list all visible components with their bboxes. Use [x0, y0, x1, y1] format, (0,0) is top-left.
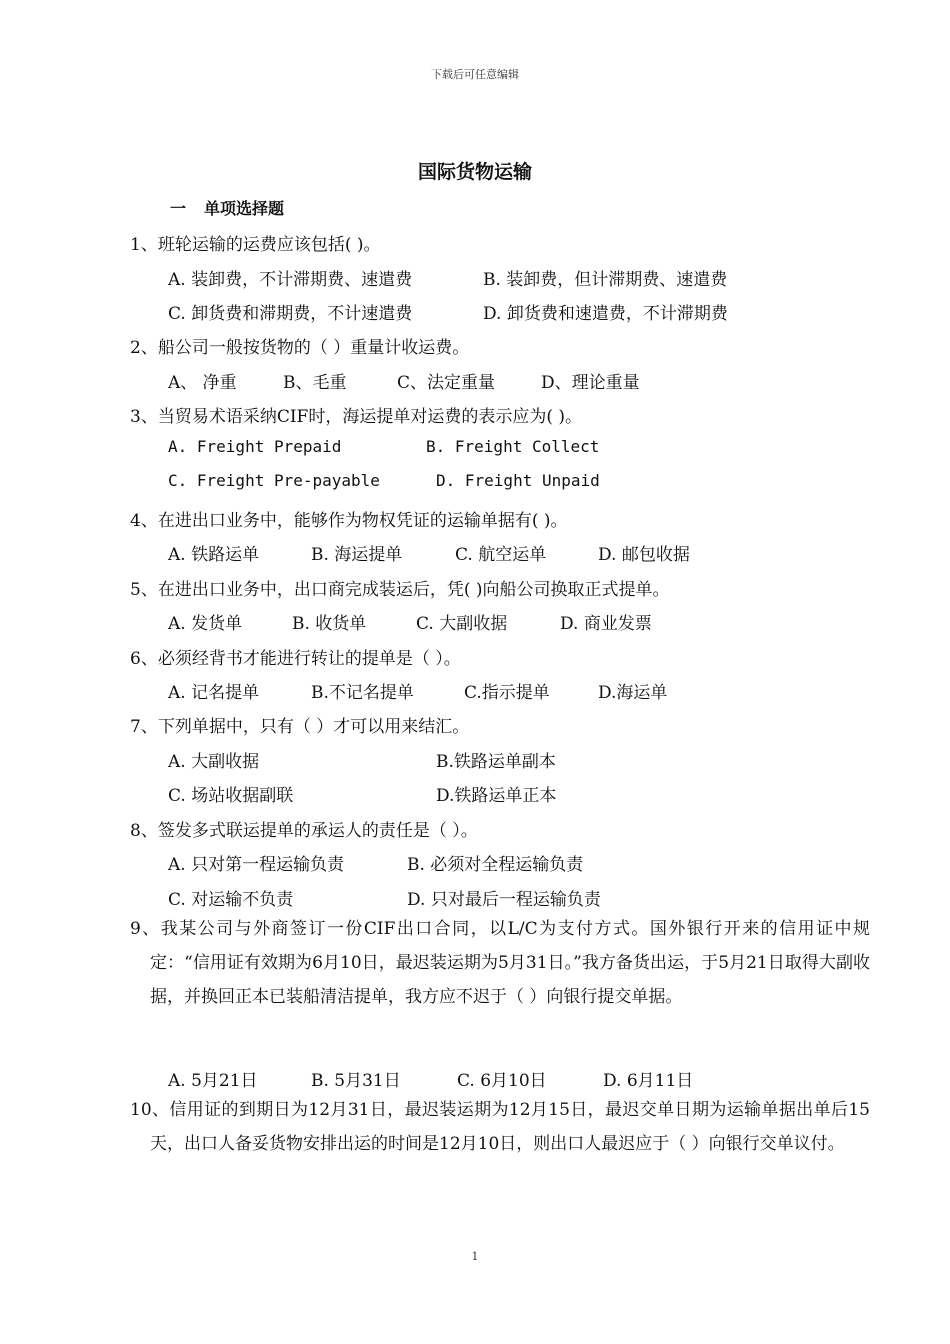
- question-6-option-c: C.指示提单: [464, 683, 550, 703]
- question-3-option-d: D. Freight Unpaid: [436, 471, 600, 490]
- question-9-stem: 9、我某公司与外商签订一份CIF出口合同，以L/C为支付方式。国外银行开来的信用证中规定：“信用证有效期为6月10日，最迟装运期为5月31日。”我方备货出运，于5月21日取得大副收据，并换回正本已装船清洁提单，我方应不迟于（ ）向银行提交单据。: [130, 919, 870, 1007]
- question-7-option-b: B.铁路运单副本: [436, 752, 556, 772]
- question-1-option-a: A. 装卸费，不计滞期费、速遣费: [168, 270, 413, 290]
- question-4-option-b: B. 海运提单: [311, 545, 403, 565]
- question-3-option-b: B. Freight Collect: [426, 437, 600, 456]
- question-6-option-b: B.不记名提单: [311, 683, 414, 703]
- question-3-option-c: C. Freight Pre-payable: [168, 471, 380, 490]
- section-label: 单项选择题: [204, 199, 285, 218]
- question-6-option-d: D.海运单: [598, 683, 668, 703]
- question-9-option-d: D. 6月11日: [603, 1071, 694, 1091]
- question-9-option-a: A. 5月21日: [168, 1071, 258, 1091]
- question-5-option-d: D. 商业发票: [560, 614, 652, 634]
- question-7-option-c: C. 场站收据副联: [168, 786, 294, 806]
- question-5-option-b: B. 收货单: [292, 614, 367, 634]
- question-1-option-d: D. 卸货费和速遣费，不计滞期费: [483, 304, 728, 324]
- question-2-option-a: A、 净重: [168, 373, 237, 393]
- question-6-option-a: A. 记名提单: [168, 683, 260, 703]
- question-8-option-d: D. 只对最后一程运输负责: [407, 890, 601, 910]
- question-2-stem: 2、船公司一般按货物的（ ）重量计收运费。: [130, 338, 470, 358]
- question-6-stem: 6、必须经背书才能进行转让的提单是（ ）。: [130, 649, 461, 669]
- question-7-option-a: A. 大副收据: [168, 752, 260, 772]
- question-7-stem: 7、下列单据中，只有（ ）才可以用来结汇。: [130, 717, 470, 737]
- question-8-option-c: C. 对运输不负责: [168, 890, 294, 910]
- question-4-option-a: A. 铁路运单: [168, 545, 260, 565]
- question-2-option-d: D、理论重量: [541, 373, 640, 393]
- page-number: 1: [471, 1250, 479, 1263]
- question-9-option-c: C. 6月10日: [457, 1071, 547, 1091]
- question-8-option-b: B. 必须对全程运输负责: [407, 855, 584, 875]
- question-4-stem: 4、在进出口业务中，能够作为物权凭证的运输单据有( )。: [130, 511, 568, 531]
- page-header: 下载后可任意编辑: [431, 68, 519, 81]
- question-7-option-d: D.铁路运单正本: [436, 786, 557, 806]
- question-1-option-b: B. 装卸费，但计滞期费、速遣费: [483, 270, 728, 290]
- question-1-option-c: C. 卸货费和滞期费，不计速遣费: [168, 304, 413, 324]
- question-8-option-a: A. 只对第一程运输负责: [168, 855, 345, 875]
- question-2-option-b: B、毛重: [283, 373, 347, 393]
- question-5-option-a: A. 发货单: [168, 614, 243, 634]
- question-2-option-c: C、法定重量: [397, 373, 496, 393]
- question-10-stem: 10、信用证的到期日为12月31日，最迟装运期为12月15日，最迟交单日期为运输单据出单后15天，出口人备妥货物安排出运的时间是12月10日，则出口人最迟应于（ ）向银行交单议付。: [130, 1100, 870, 1154]
- section-number: 一: [170, 199, 187, 218]
- question-8-stem: 8、签发多式联运提单的承运人的责任是（ ）。: [130, 821, 478, 841]
- question-3-stem: 3、当贸易术语采纳CIF时，海运提单对运费的表示应为( )。: [130, 407, 583, 427]
- question-5-stem: 5、在进出口业务中，出口商完成装运后，凭( )向船公司换取正式提单。: [130, 580, 670, 600]
- section-heading: [170, 196, 302, 219]
- question-5-option-c: C. 大副收据: [416, 614, 508, 634]
- document-title: 国际货物运输: [417, 161, 532, 183]
- question-3-option-a: A. Freight Prepaid: [168, 437, 342, 456]
- question-1-stem: 1、班轮运输的运费应该包括( )。: [130, 235, 381, 255]
- question-9-option-b: B. 5月31日: [311, 1071, 401, 1091]
- question-4-option-d: D. 邮包收据: [598, 545, 690, 565]
- question-4-option-c: C. 航空运单: [455, 545, 547, 565]
